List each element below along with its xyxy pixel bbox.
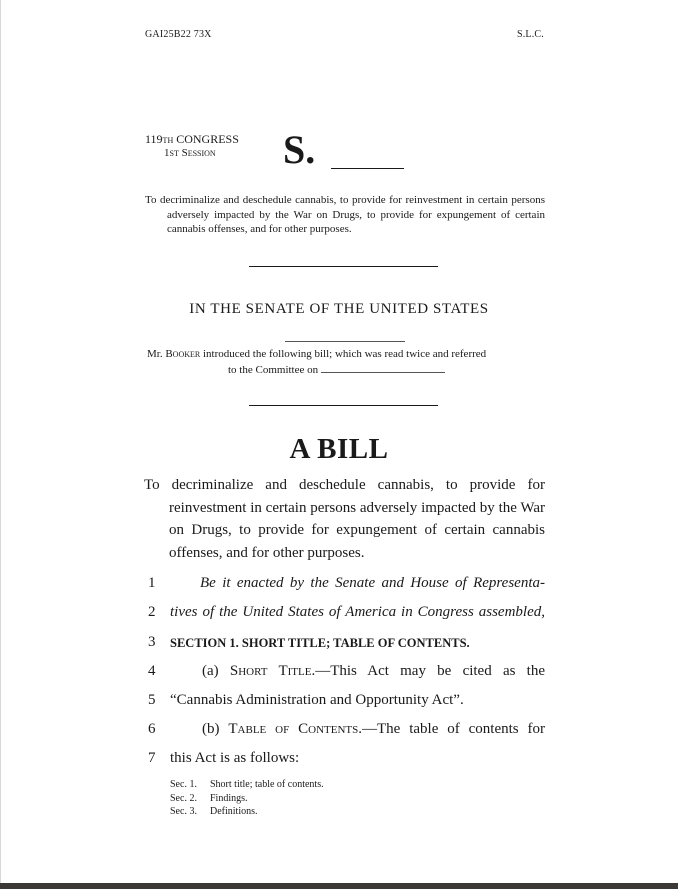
subsection-a-heading: Short Title [229, 663, 312, 679]
line-number: 7 [148, 750, 156, 766]
toc-item [170, 792, 324, 806]
subsection-b-text: .—The table of contents for [358, 721, 545, 737]
toc-item-title: Short title; table of contents. [210, 779, 324, 790]
toc-item-label: Sec. 3. [170, 806, 197, 817]
short-divider [285, 341, 405, 342]
toc-intro-line: this Act is as follows: [170, 750, 300, 766]
bill-prefix: S. [283, 127, 316, 172]
subsection-b-marker: (b) [202, 721, 229, 737]
line-number: 4 [148, 663, 156, 679]
introduction-paragraph [147, 347, 545, 378]
office-code: S.L.C. [516, 29, 544, 40]
congress-number [145, 132, 239, 146]
bill-heading: A BILL [289, 433, 389, 465]
bill-number-blank [331, 168, 404, 169]
session-label: 1st Session [164, 147, 216, 159]
introduction-line-1 [147, 347, 545, 362]
toc-item [170, 778, 324, 792]
line-number: 2 [148, 604, 156, 620]
toc-item [170, 805, 324, 819]
subsection-a-marker: (a) [202, 663, 230, 679]
short-title-paragraph [145, 193, 545, 237]
line-number: 5 [148, 692, 156, 708]
congress-ordinal: 119th [145, 132, 174, 146]
toc-item-label: Sec. 1. [170, 779, 197, 790]
sponsor-name: Booker [165, 348, 201, 360]
introduction-text-1: introduced the following bill; which was read twice and referred [203, 348, 487, 360]
long-title-text: To decriminalize and deschedule cannabis, to provide for reinvestment in certain persons adversely impacted by the War on Drugs, to provide for expungement of certain cannabis offenses, and for other purposes. [144, 477, 545, 561]
long-title-paragraph [144, 474, 545, 564]
line-number: 3 [148, 634, 156, 650]
toc-item-label: Sec. 2. [170, 792, 197, 804]
committee-blank [321, 362, 445, 373]
document-id: GAI25B22 73X [145, 29, 212, 40]
enacting-clause-line-2: tives of the United States of America in Congress assembled, [170, 604, 545, 620]
divider-rule [249, 405, 438, 406]
table-of-contents-subsection [170, 721, 545, 738]
short-title-text: To decriminalize and deschedule cannabis, to provide for reinvestment in certain persons adversely impacted by the War on Drugs, to provide for expungement of certain cannabis offenses, and for other purposes. [145, 194, 545, 235]
divider-rule [249, 266, 438, 267]
table-of-contents [170, 778, 324, 819]
toc-item-title: Definitions. [210, 806, 258, 817]
chamber-heading: IN THE SENATE OF THE UNITED STATES [189, 301, 489, 317]
introduction-line-2 [147, 362, 545, 378]
congress-label: CONGRESS [176, 132, 239, 146]
subsection-b-heading: Table of Contents [228, 721, 359, 737]
short-title-subsection [170, 663, 545, 680]
subsection-a-text: .—This Act may be cited as the [311, 663, 545, 679]
act-name-line: “Cannabis Administration and Opportunity Act”. [170, 692, 464, 708]
section-1-heading: SECTION 1. SHORT TITLE; TABLE OF CONTENTS. [170, 636, 470, 650]
toc-item-title: Findings. [210, 792, 248, 804]
sponsor-prefix: Mr. [147, 348, 163, 360]
enacting-clause-line-1: Be it enacted by the Senate and House of Representa- [200, 575, 545, 591]
viewer-bottom-bar [0, 883, 678, 889]
line-number: 6 [148, 721, 156, 737]
introduction-text-2: to the Committee on [228, 364, 319, 376]
line-number: 1 [148, 575, 156, 591]
